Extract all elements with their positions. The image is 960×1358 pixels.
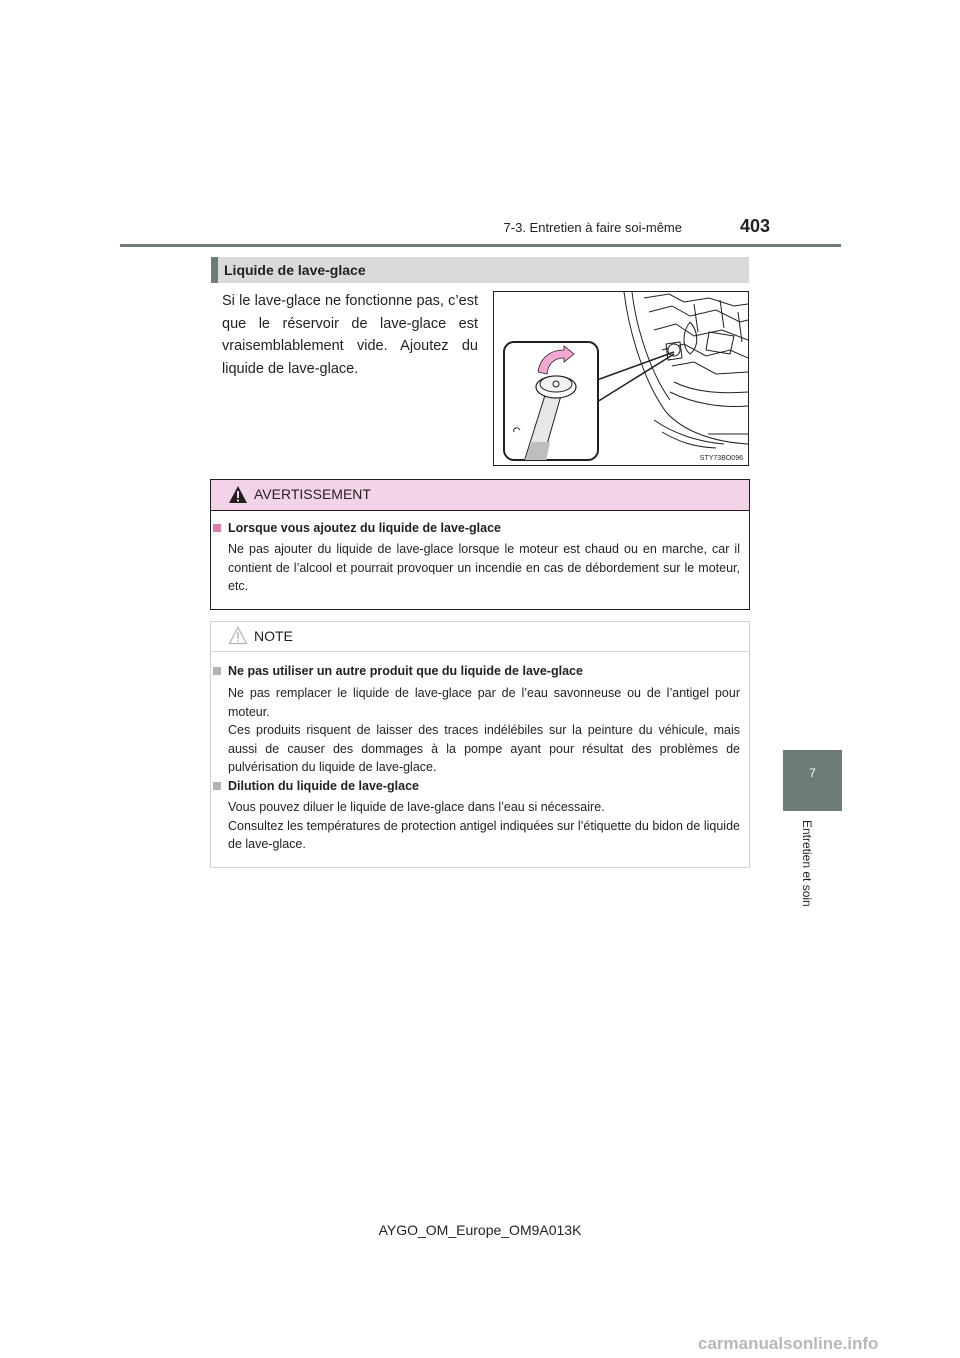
header-rule: [120, 244, 841, 247]
watermark-text: carmanualsonline.info: [698, 1334, 879, 1353]
header-section-title: 7-3. Entretien à faire soi-même: [503, 220, 682, 235]
warning-item-title: Lorsque vous ajoutez du liquide de lave-glace: [213, 521, 501, 535]
bullet-square-icon: [213, 782, 221, 790]
chapter-number: 7: [809, 766, 816, 780]
engine-bay-drawing: [494, 292, 748, 465]
section-heading-bar: [211, 257, 749, 283]
section-bar-accent: [211, 257, 218, 283]
warning-triangle-icon: [228, 485, 248, 509]
washer-reservoir-illustration: [493, 291, 749, 466]
intro-paragraph: Si le lave-glace ne fonctionne pas, c’est que le réservoir de lave-glace est vraisemblablement vide. Ajoutez du liquide de lave-glace.: [222, 293, 478, 377]
chapter-side-label: Entretien et soin: [800, 820, 814, 907]
warning-box: [210, 479, 750, 610]
bullet-square-icon: [213, 524, 221, 532]
note-header: [211, 622, 749, 652]
bullet-square-icon: [213, 667, 221, 675]
section-title: Liquide de lave-glace: [224, 262, 366, 278]
note-label: NOTE: [254, 628, 293, 644]
note-item-title: Dilution du liquide de lave-glace: [213, 779, 419, 793]
note-item-body: Ne pas remplacer le liquide de lave-glace par de l’eau savonneuse ou de l’antigel pour moteur. Ces produits risquent de laisser des traces indélébiles sur la peinture du véhicule, mais aussi de causer des dommages à la pompe ayant pour résultat des problèmes de pulvérisation du liquide de lave-glace.: [228, 686, 740, 774]
page-number: 403: [740, 216, 771, 236]
warning-label: AVERTISSEMENT: [254, 486, 371, 502]
caution-triangle-outline-icon: [228, 626, 248, 650]
note-box: [210, 621, 750, 868]
footer-doc-id: AYGO_OM_Europe_OM9A013K: [378, 1222, 582, 1238]
note-item-body: Vous pouvez diluer le liquide de lave-glace dans l’eau si nécessaire. Consultez les températures de protection antigel indiquées sur l’étiquette du bidon de liquide de lave-glace.: [228, 800, 740, 851]
warning-header: [211, 480, 749, 511]
warning-item-body: Ne pas ajouter du liquide de lave-glace lorsque le moteur est chaud ou en marche, car il contient de l’alcool et pourrait provoquer un incendie en cas de débordement sur le moteur, etc.: [228, 542, 740, 593]
note-item-title: Ne pas utiliser un autre produit que du liquide de lave-glace: [213, 664, 583, 678]
chapter-tab: [783, 750, 842, 811]
figure-code: STY73BO096: [699, 455, 743, 462]
